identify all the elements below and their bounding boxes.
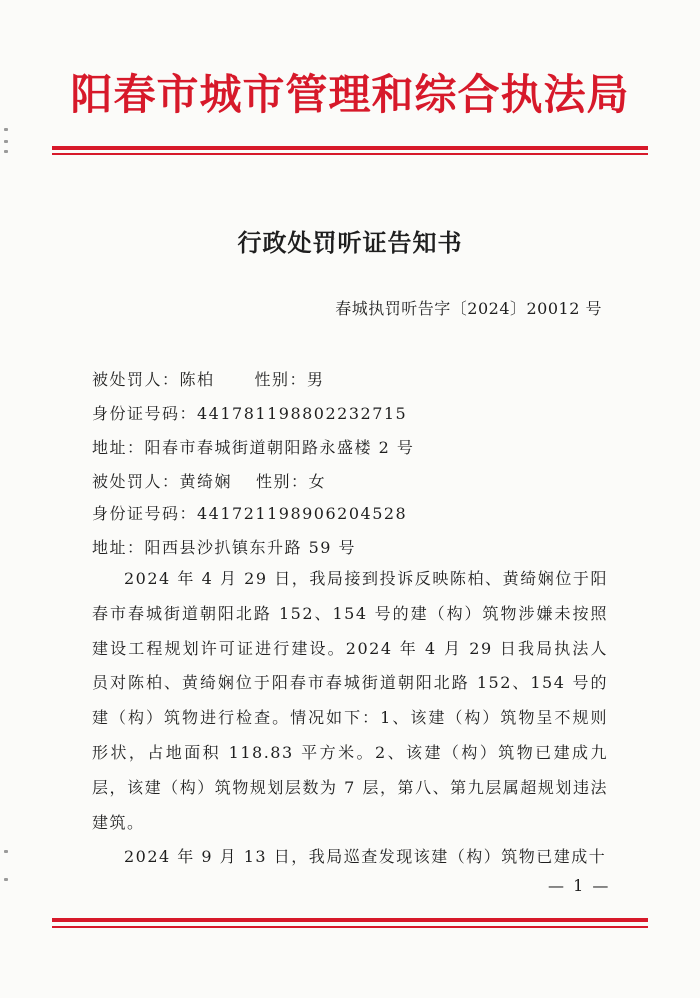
party-2-name-row (92, 469, 326, 492)
document-number: 春城执罚听告字〔2024〕20012 号 (335, 299, 602, 318)
party-1-id: 身份证号码：441781198802232715 (92, 404, 408, 423)
party-1-name: 被处罚人：陈柏 (92, 370, 215, 389)
party-2-gender: 性别：女 (256, 472, 327, 491)
page-number: — 1 — (548, 876, 611, 895)
binding-mark (4, 850, 8, 853)
party-1-address: 地址：阳春市春城街道朝阳路永盛楼 2 号 (92, 438, 415, 457)
party-2-id: 身份证号码：441721198906204528 (92, 504, 408, 523)
binding-mark (4, 128, 8, 131)
letterhead-rule-thick (52, 146, 648, 150)
party-2-name: 被处罚人：黄绮娴 (92, 472, 233, 491)
paragraph-1: 2024 年 4 月 29 日，我局接到投诉反映陈柏、黄绮娴位于阳春市春城街道朝阳北路 152、154 号的建（构）筑物涉嫌未按照建设工程规划许可证进行建设。2024 年 4 月 29 日我局执法人员对陈柏、黄绮娴位于阳春市春城街道朝阳北路 152、154 号的建（构）筑物进行检查。情况如下：1、该建（构）筑物呈不规则形状，占地面积 118.83 平方米。2、该建（构）筑物已建成九层，该建（构）筑物规划层数为 7 层，第八、第九层属超规划违法建筑。 (92, 569, 608, 832)
party-1-name-row (92, 367, 325, 390)
binding-mark (4, 878, 8, 881)
binding-mark (4, 140, 8, 143)
body-text (92, 562, 608, 875)
footer-rule-thin (52, 926, 648, 928)
binding-mark (4, 150, 8, 153)
paragraph-2: 2024 年 9 月 13 日，我局巡查发现该建（构）筑物已建成十 (124, 847, 607, 867)
letterhead-title: 阳春市城市管理和综合执法局 (70, 70, 630, 119)
letterhead-rule-thin (52, 153, 648, 155)
party-2-address: 地址：阳西县沙扒镇东升路 59 号 (92, 538, 357, 557)
footer-rule-thick (52, 918, 648, 922)
document-title: 行政处罚听证告知书 (237, 228, 463, 257)
party-1-gender: 性别：男 (254, 370, 325, 389)
